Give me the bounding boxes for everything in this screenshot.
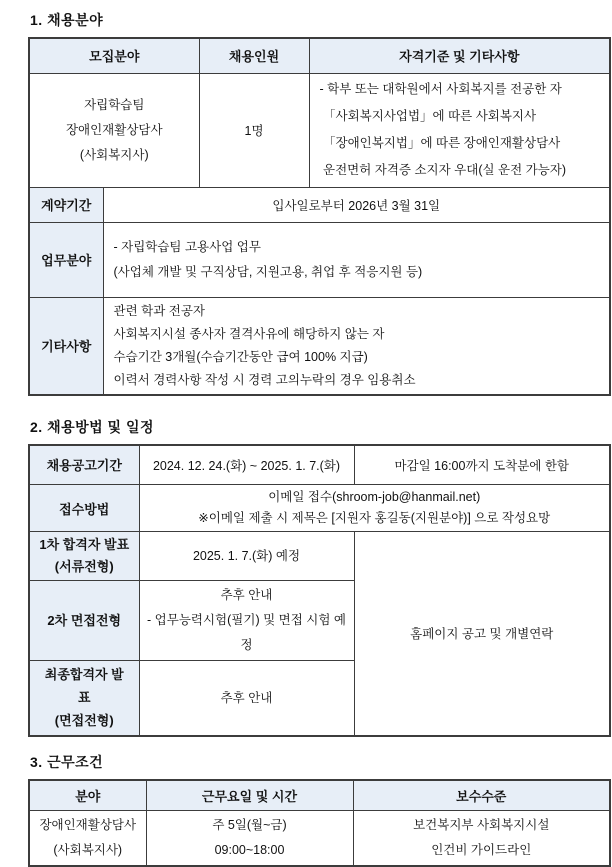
col-header-field: 분야 xyxy=(29,780,146,811)
col-header-pay: 보수수준 xyxy=(353,780,610,811)
col-header-headcount: 채용인원 xyxy=(199,38,309,73)
recruitment-field-table xyxy=(28,37,611,396)
col-header-recruit-field: 모집분야 xyxy=(29,38,199,73)
position-row xyxy=(29,73,610,187)
field-cell: 장애인재활상담사 (사회복지사) xyxy=(29,811,146,867)
apply-method-value: 이메일 접수(shroom-job@hanmail.net) ※이메일 제출 시 제목은 [지원자 홍길동(지원분야)] 으로 작성요망 xyxy=(139,485,610,532)
announcement-period: 2024. 12. 24.(화) ~ 2025. 1. 7.(화) xyxy=(139,445,354,485)
announcement-note: 마감일 16:00까지 도착분에 한함 xyxy=(354,445,610,485)
final-pass-label: 최종합격자 발 표 (면접전형) xyxy=(29,661,139,736)
etc-label: 기타사항 xyxy=(29,297,103,395)
position-cell: 자립학습팀 장애인재활상담사 (사회복지사) xyxy=(29,73,199,187)
pay-cell: 보건복지부 사회복지시설 인건비 가이드라인 xyxy=(353,811,610,867)
duty-row xyxy=(29,222,610,297)
section1-heading: 1. 채용분야 xyxy=(30,10,612,30)
duty-label: 업무분야 xyxy=(29,222,103,297)
contract-period-row xyxy=(29,187,610,222)
etc-row xyxy=(29,297,610,395)
conditions-row xyxy=(29,811,610,867)
contact-note-cell: 홈페이지 공고 및 개별연락 xyxy=(354,532,610,736)
schedule-cell: 주 5일(월~금) 09:00~18:00 xyxy=(146,811,353,867)
second-round-value: 추후 안내 - 업무능력시험(필기) 및 면접 시험 예정 xyxy=(139,581,354,661)
col-header-qualification: 자격기준 및 기타사항 xyxy=(309,38,610,73)
second-round-label: 2차 면접전형 xyxy=(29,581,139,661)
etc-value: 관련 학과 전공자 사회복지시설 종사자 결격사유에 해당하지 않는 자 수습기간 3개월(수습기간동안 급여 100% 지급) 이력서 경력사항 작성 시 경력 고의누락의 경우 임용취소 xyxy=(103,297,610,395)
schedule-table xyxy=(28,444,611,737)
col-header-schedule: 근무요일 및 시간 xyxy=(146,780,353,811)
first-pass-value: 2025. 1. 7.(화) 예정 xyxy=(139,532,354,581)
final-pass-value: 추후 안내 xyxy=(139,661,354,736)
qualification-cell: - 학부 또는 대학원에서 사회복지를 전공한 자 「사회복지사업법」에 따른 사회복지사 「장애인복지법」에 따른 장애인재활상담사 운전면허 자격증 소지자 우대(실 운전 가능자) xyxy=(309,73,610,187)
working-conditions-table xyxy=(28,779,611,867)
first-pass-label: 1차 합격자 발표 (서류전형) xyxy=(29,532,139,581)
apply-method-label: 접수방법 xyxy=(29,485,139,532)
contract-period-label: 계약기간 xyxy=(29,187,103,222)
first-pass-row xyxy=(29,532,610,581)
section2-heading: 2. 채용방법 및 일정 xyxy=(30,417,612,437)
contract-period-value: 입사일로부터 2026년 3월 31일 xyxy=(103,187,610,222)
table-header-row xyxy=(29,38,610,73)
duty-value: - 자립학습팀 고용사업 업무 (사업체 개발 및 구직상담, 지원고용, 취업 후 적응지원 등) xyxy=(103,222,610,297)
announcement-label: 채용공고기간 xyxy=(29,445,139,485)
table-header-row xyxy=(29,780,610,811)
apply-method-row xyxy=(29,485,610,532)
section3-heading: 3. 근무조건 xyxy=(30,752,612,772)
announcement-row xyxy=(29,445,610,485)
headcount-cell: 1명 xyxy=(199,73,309,187)
